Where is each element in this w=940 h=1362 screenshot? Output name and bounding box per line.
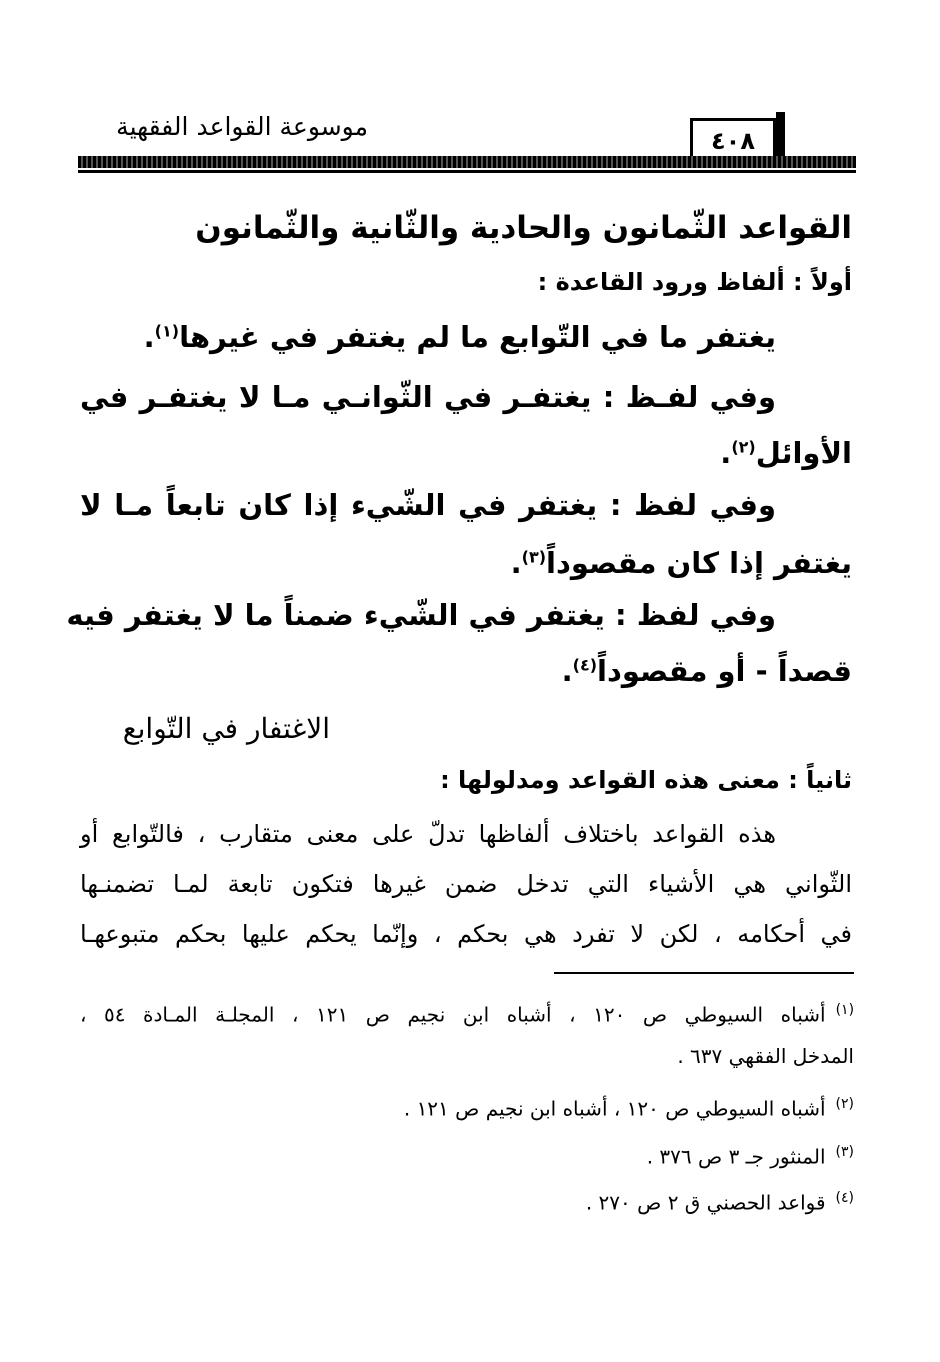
footnote-4 — [586, 1190, 854, 1215]
rule-text-4: قصداً - أو مقصوداً$^{(٤)}$. — [561, 654, 852, 688]
footnote-number: (٢) — [835, 1096, 854, 1112]
footnote-ref-4: (٤) — [572, 655, 598, 675]
rule-4-line-1: وفي لفظ : يغتفر في الشّيء ضمناً ما لا يغتفر فيه — [66, 598, 776, 632]
footnote-ref-2: (٢) — [731, 437, 756, 457]
rule-3-line-2: يغتفر إذا كان مقصوداً — [546, 546, 852, 580]
paragraph-line-2: الثّواني هي الأشياء التي تدخل ضمن غيرها فتكون تابعة لمـا تضمنـها — [80, 870, 852, 898]
footnote-2 — [404, 1096, 854, 1121]
footnote-text: المنثور جـ ٣ ص ٣٧٦ . — [646, 1144, 826, 1169]
footnote-number: (٤) — [835, 1190, 854, 1206]
footnote-ref-1: (١) — [154, 321, 180, 341]
footnote-number: (٣) — [835, 1144, 854, 1160]
rule-1: يغتفر ما في التّوابع ما لم يغتفر في غيرها — [179, 320, 776, 354]
footnote-3 — [647, 1144, 854, 1169]
footnote-1-continued: المدخل الفقهي ٦٣٧ . — [677, 1044, 854, 1068]
section1-title: أولاً : ألفاظ ورود القاعدة : — [537, 268, 852, 296]
footnote-1 — [80, 1002, 854, 1027]
footnote-text: أشباه السيوطي ص ١٢٠ ، أشباه ابن نجيم ص ١٢١ ، المجلـة المـادة ٥٤ ، — [80, 1002, 826, 1027]
header-rule-thin — [78, 170, 856, 173]
footnote-text: قواعد الحصني ق ٢ ص ٢٧٠ . — [585, 1190, 826, 1215]
rule-text-1: يغتفر ما في التّوابع ما لم يغتفر في غيرها$^{(١)}$. — [143, 320, 776, 354]
running-header-title: موسوعة القواعد الفقهية — [116, 112, 368, 141]
rule-text-3: يغتفر إذا كان مقصوداً$^{(٣)}$. — [510, 546, 852, 580]
footnote-number: (١) — [835, 1002, 855, 1018]
paragraph-line-3: في أحكامه ، لكن لا تفرد هي بحكم ، وإنّما يحكم عليها بحكم متبوعهـا — [80, 920, 852, 948]
rule-3-line-1: وفي لفظ : يغتفر في الشّيء إذا كان تابعاً مـا لا — [80, 488, 776, 522]
rules-heading: القواعد الثّمانون والحادية والثّانية والثّمانون — [195, 210, 852, 246]
footnote-text: أشباه السيوطي ص ١٢٠ ، أشباه ابن نجيم ص ١٢١ . — [403, 1096, 826, 1121]
marginal-subtitle: الاغتفار في التّوابع — [122, 712, 330, 745]
page-number: ٤٠٨ — [711, 127, 755, 155]
section2-title: ثانياً : معنى هذه القواعد ومدلولها : — [440, 766, 852, 794]
rule-text-2: الأوائل$^{(٢)}$. — [720, 436, 852, 470]
footnote-ref-3: (٣) — [521, 547, 547, 567]
header-rule — [78, 156, 856, 168]
footnote-separator — [554, 972, 854, 974]
rule-4-line-2: قصداً - أو مقصوداً — [597, 654, 852, 688]
paragraph-line-1: هذه القواعد باختلاف ألفاظها تدلّ على معنى متقارب ، فالتّوابع أو — [80, 820, 776, 848]
rule-2-line-1: وفي لفـظ : يغتفـر في الثّوانـي مـا لا يغتفـر في — [80, 380, 776, 414]
rule-2-line-2: الأوائل — [755, 436, 852, 470]
